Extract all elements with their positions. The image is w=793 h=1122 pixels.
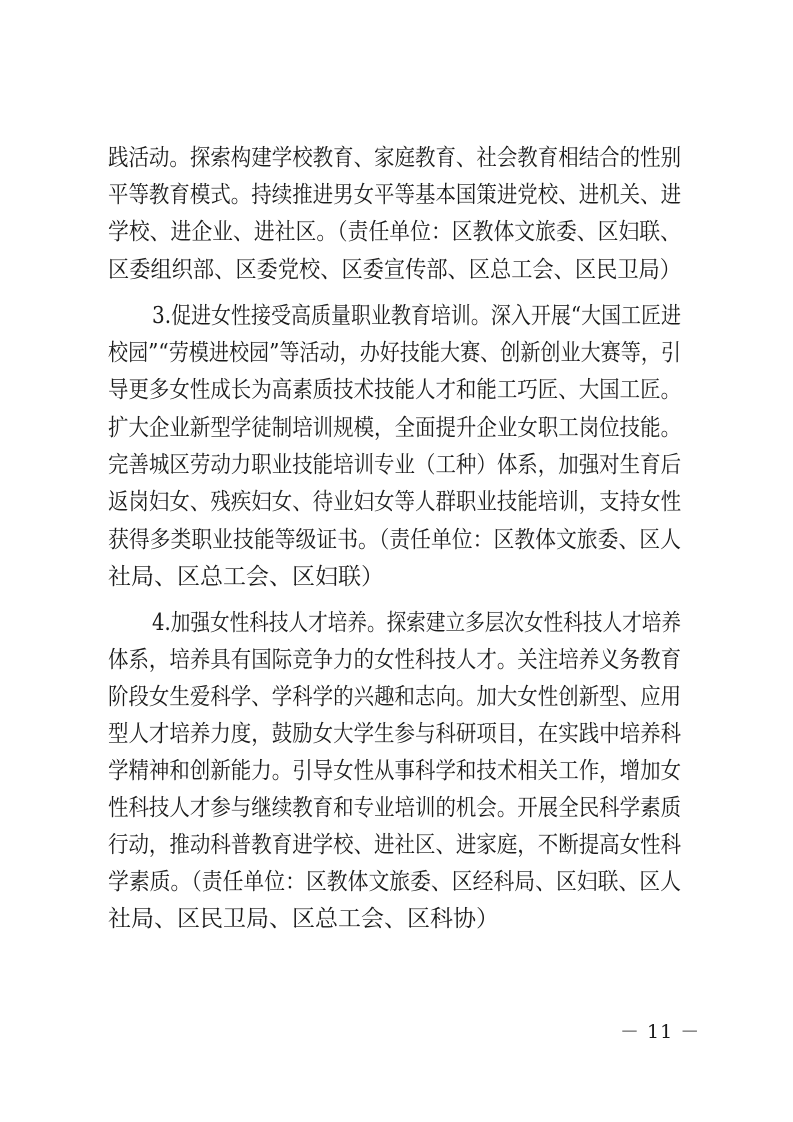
- text-line-content: 践活动。探索构建学校教育、家庭教育、社会教育相结合的性别: [108, 145, 682, 171]
- text-line-content: 获得多类职业技能等级证书。（责任单位：区教体文旅委、区人: [108, 527, 681, 553]
- text-line: [0, 714, 793, 754]
- text-line-content: 返岗妇女、残疾妇女、待业妇女等人群职业技能培训，支持女性: [108, 489, 682, 515]
- text-line: [0, 482, 793, 522]
- text-line: [0, 370, 793, 410]
- text-line-content: 体系，培养具有国际竞争力的女性科技人才。关注培养义务教育: [108, 647, 682, 673]
- text-line: [0, 899, 793, 939]
- text-line-content: 平等教育模式。持续推进男女平等基本国策进党校、进机关、进: [108, 182, 682, 208]
- text-line: [0, 520, 793, 560]
- text-line: [0, 138, 793, 178]
- text-line-content: 行动，推动科普教育进学校、进社区、进家庭，不断提高女性科: [108, 832, 682, 858]
- text-line-content: 社局、区总工会、区妇联）: [108, 564, 384, 590]
- text-line: [0, 212, 793, 252]
- text-line-content: 区委组织部、区委党校、区委宣传部、区总工会、区民卫局）: [108, 257, 681, 283]
- text-line: [0, 825, 793, 865]
- text-line-content: 学素质。（责任单位：区教体文旅委、区经科局、区妇联、区人: [108, 869, 681, 895]
- text-line: [0, 751, 793, 791]
- text-line: [0, 603, 793, 643]
- text-line: [0, 640, 793, 680]
- text-line-content: 学校、进企业、进社区。（责任单位：区教体文旅委、区妇联、: [108, 219, 681, 245]
- text-line-content: 导更多女性成长为高素质技术技能人才和能工巧匠、大国工匠。: [108, 377, 682, 403]
- text-line-content: 阶段女生爱科学、学科学的兴趣和志向。加大女性创新型、应用: [108, 684, 682, 710]
- text-line-content: 扩大企业新型学徒制培训规模，全面提升企业女职工岗位技能。: [108, 415, 682, 441]
- text-line: [0, 445, 793, 485]
- page-number: － 11 －: [620, 1021, 701, 1043]
- text-line-content: 校园”“劳模进校园”等活动，办好技能大赛、创新创业大赛等，引: [108, 340, 681, 366]
- text-line: [0, 557, 793, 597]
- text-line-content: 性科技人才参与继续教育和专业培训的机会。开展全民科学素质: [108, 795, 682, 821]
- text-line: [0, 862, 793, 902]
- text-line: [0, 296, 793, 336]
- text-line: [0, 788, 793, 828]
- text-line: [0, 175, 793, 215]
- text-line: [0, 677, 793, 717]
- text-line: [0, 250, 793, 290]
- text-line-content: 学精神和创新能力。引导女性从事科学和技术相关工作，增加女: [108, 758, 682, 784]
- text-line: [0, 408, 793, 448]
- text-line-content: 型人才培养力度，鼓励女大学生参与科研项目，在实践中培养科: [108, 721, 682, 747]
- text-line-content: 社局、区民卫局、区总工会、区科协）: [108, 906, 499, 932]
- text-line-content: 完善城区劳动力职业技能培训专业（工种）体系，加强对生育后: [108, 452, 682, 478]
- text-line-content: 4.加强女性科技人才培养。探索建立多层次女性科技人才培养: [152, 610, 682, 636]
- text-line: [0, 333, 793, 373]
- text-line-content: 3.促进女性接受高质量职业教育培训。深入开展“大国工匠进: [152, 303, 682, 329]
